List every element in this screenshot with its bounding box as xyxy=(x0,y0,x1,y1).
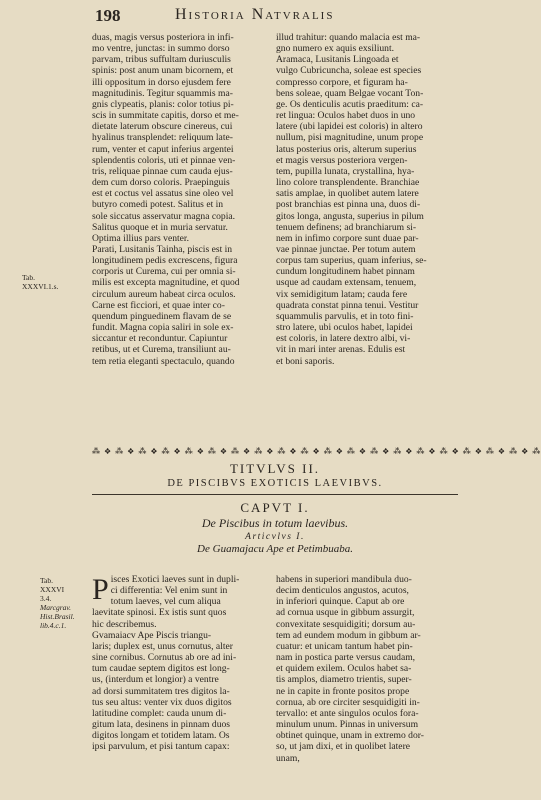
text-line: ipsi parvulum, et pisi tantum capax: xyxy=(92,741,230,753)
text-line: vit in mari inter arenas. Edulis est xyxy=(276,344,406,356)
text-line: milis est excepta magnitudine, et quod xyxy=(92,277,240,289)
text-line: siccantur et reconduntur. Capiuntur xyxy=(92,333,228,345)
articulus-heading: Articvlvs I. xyxy=(245,532,305,542)
text-line: rum, venter et caput inferius argentei xyxy=(92,143,234,155)
text-line: Carne est ficciori, et quae inter co- xyxy=(92,299,225,311)
text-line: tum caudae septem digitos est long- xyxy=(92,663,230,675)
margin-note-bottom xyxy=(40,576,75,630)
text-line: longitudinem pedis excrescens, figura xyxy=(92,255,238,267)
text-line: Gvamaiacv Ape Piscis triangu- xyxy=(92,629,212,641)
page-number: 198 xyxy=(95,6,121,25)
text-line: retibus, ut et Curema, transiliunt au- xyxy=(92,344,231,356)
text-line: habens in superiori mandibula duo- xyxy=(276,574,412,585)
text-line: corpus tam superius, quam inferius, se- xyxy=(276,255,427,267)
text-line: stro latere, ubi oculos habet, lapidei xyxy=(276,322,413,334)
text-line: Parati, Lusitanis Tainha, piscis est in xyxy=(92,243,233,255)
text-line: latere (ubi lapidei est coloris) in altero xyxy=(276,121,423,133)
text-line: tis amplos, diametro trientis, super- xyxy=(276,674,412,686)
text-line: et quidem exilem. Oculos habet sa- xyxy=(276,663,412,675)
text-line: duas, magis versus posteriora in infi- xyxy=(92,32,234,43)
text-line: vix semidigitum latam; cauda fere xyxy=(276,288,408,300)
text-line: digitos longam et totidem latam. Os xyxy=(92,730,230,742)
chapter-title: De Piscibus in totum laevibus. xyxy=(201,516,349,530)
text-line: illud trahitur: quando malacia est ma- xyxy=(276,32,421,43)
text-line: tus seu altus: venter vix duos digitos xyxy=(92,696,232,708)
text-line: tem, pupilla lunata, crystallina, hya- xyxy=(276,165,415,177)
text-line: laris; duplex est, unus cornutus, alter xyxy=(92,640,233,652)
text-line: nem in infimo corpore sunt duae par- xyxy=(276,232,419,244)
text-line: convexitate sesquidigiti; dorsum au- xyxy=(276,618,416,630)
text-line: vae pinnae junctae. Per totum autem xyxy=(276,243,416,255)
margin-note-line: lib.4.c.1. xyxy=(40,621,67,630)
text-line: ret lingua: Oculos habet duos in uno xyxy=(276,110,416,122)
text-line: nullum, pisi magnitudine, unum prope xyxy=(276,132,424,144)
text-line: est coloris, in latere dextro albi, vi- xyxy=(276,333,411,345)
text-line: tenuem definens; ad branchiarum si- xyxy=(276,221,417,233)
text-line: nam in postica parte versus caudam, xyxy=(276,652,416,664)
text-line: splendentis coloris, uti et pinnae ven- xyxy=(92,154,236,166)
text-line: sole siccatus asservatur magna copia. xyxy=(92,210,236,222)
text-line: usque ad caudam extensam, tenuem, xyxy=(276,277,417,289)
text-line: dem cum dorso coloris. Praepinguis xyxy=(92,177,230,189)
text-line: magnitudinis. Tegitur squammis ma- xyxy=(92,87,233,99)
titulus-heading: TITVLVS II. xyxy=(229,461,321,476)
margin-note-line: Tab. xyxy=(40,576,54,585)
text-line: unam, xyxy=(276,752,300,764)
right-column-bottom xyxy=(276,574,458,764)
text-line: bens soleae, quam Belgae vocant Ton- xyxy=(276,87,424,99)
text-line: so, ut jam dixi, et in quolibet latere xyxy=(276,741,411,753)
intro-paragraph xyxy=(92,574,260,630)
text-line: tem retia eleganti spectaculo, quando xyxy=(92,355,235,367)
margin-note-line: Hist.Brasil. xyxy=(40,612,75,621)
text-line: totum laeves, vel cum aliqua xyxy=(110,596,221,608)
section-title: DE PISCIBVS EXOTICIS LAEVIBVS. xyxy=(167,478,383,489)
text-line: obtinet quinque, unam in extremo dor- xyxy=(276,730,424,742)
margin-note-line: Marcgrav. xyxy=(40,603,72,612)
text-line: latitudine complet: cauda unum di- xyxy=(92,707,227,719)
text-line: et magis versus posteriora vergen- xyxy=(276,154,408,166)
text-line: hyalinus transplendet: reliquum late- xyxy=(92,132,233,144)
ornamental-rule: ⁂ ❖ ⁂ ❖ ⁂ ❖ ⁂ ❖ ⁂ ❖ ⁂ ❖ ⁂ ❖ ⁂ ❖ ⁂ ❖ ⁂ ❖ ⁂ ❖ ⁂ ❖ ⁂ ❖ ⁂ ❖ ⁂ ❖ ⁂ ❖ ⁂ ❖ ⁂ ❖ ⁂ ❖ ⁂ xyxy=(92,447,541,456)
text-line: ne in capite in fronte positos prope xyxy=(276,685,410,697)
text-line: dietate laterum obscure cinereus, cui xyxy=(92,121,233,133)
text-line: us, (interdum et longior) a ventre xyxy=(92,674,219,686)
running-title: Historia Natvralis xyxy=(175,6,335,23)
text-line: cundum longitudinem habet pinnam xyxy=(276,266,415,278)
right-column-top xyxy=(276,32,458,367)
text-line: gitos longa, angusta, superius in pilum xyxy=(276,210,424,222)
text-line: fundit. Magna copia saliri in sole ex- xyxy=(92,322,234,334)
text-line: ad dorsi summitatem tres digitos la- xyxy=(92,685,230,697)
margin-note-line: XXXVI.1.s. xyxy=(22,282,59,291)
text-line: gnis clypeatis, planis: color totius pi- xyxy=(92,98,234,110)
left-column-top xyxy=(92,32,260,367)
text-line: illi oppositum in dorso ejusdem fere xyxy=(92,76,231,88)
text-line: gno numero ex aquis exsiliunt. xyxy=(276,43,395,55)
article-title: De Guamajacu Ape et Petimbuaba. xyxy=(197,543,353,555)
text-line: scis in summitate capitis, dorso et me- xyxy=(92,110,239,122)
page-header xyxy=(95,6,455,28)
text-line: spinis: post anum unam bicornem, et xyxy=(92,65,234,77)
text-line: isces Exotici laeves sunt in dupli- xyxy=(110,574,240,585)
caput-heading: CAPVT I. xyxy=(240,500,310,515)
text-line: et boni saporis. xyxy=(276,355,335,367)
text-line: tervallo: et ante singulos oculos fora- xyxy=(276,707,419,719)
text-line: circulum aureum habeat circa oculos. xyxy=(92,288,236,300)
text-line: ci differentia: Vel enim sunt in xyxy=(110,585,228,597)
text-line: quadrata constat pinna tenui. Vestitur xyxy=(276,299,419,311)
text-line: sine cornibus. Cornutus ab ore ad ini- xyxy=(92,652,237,664)
text-line: corporis ut Curema, cui per omnia si- xyxy=(92,266,236,278)
text-line: gitum lata, desinens in pinnam duos xyxy=(92,719,231,731)
text-line: ge. Os denticulis acutis praeditum: ca- xyxy=(276,98,424,110)
margin-note-line: 3.4. xyxy=(40,594,52,603)
text-line: parvam, tribus suffultam duriusculis xyxy=(92,54,231,66)
text-line: latus posterius oris, alterum superius xyxy=(276,143,417,155)
margin-note-line: Tab. xyxy=(22,273,36,282)
text-line: butyro comedi potest. Salitus et in xyxy=(92,199,224,211)
text-line: Aramaca, Lusitanis Lingoada et xyxy=(276,54,399,66)
text-line: decim denticulos angustos, acutos, xyxy=(276,585,409,597)
divider xyxy=(92,494,458,495)
text-line: ad cornua usque in gibbum assurgit, xyxy=(276,607,415,619)
text-line: post branchias est pinna una, duos di- xyxy=(276,199,421,211)
left-column-bottom xyxy=(92,574,260,753)
text-line: cornua, ab ore circiter sesquidigiti in- xyxy=(276,696,420,708)
text-line: tris, reliquae pinnae cum cauda ejus- xyxy=(92,165,233,177)
text-line: satis amplae, in quolibet autem latere xyxy=(276,188,419,200)
margin-note-line: XXXVI xyxy=(40,585,65,594)
drop-cap: P xyxy=(92,573,109,606)
text-line: Optima illius pars venter. xyxy=(92,232,189,244)
text-line: squammulis parvulis, et in toto fini- xyxy=(276,310,414,322)
text-line: laevitate spinosi. Ex istis sunt quos xyxy=(92,607,227,619)
text-line: in inferiori quinque. Caput ab ore xyxy=(276,596,405,608)
text-line: tem ad eundem modum in gibbum ar- xyxy=(276,629,421,641)
text-line: mo ventre, junctas: in summo dorso xyxy=(92,43,230,55)
text-line: est et coctus vel assatus sine oleo vel xyxy=(92,188,234,200)
description-paragraph xyxy=(92,630,260,753)
text-line: Salitus quoque et in muria servatur. xyxy=(92,221,228,233)
text-line: compresso corpore, et figuram ha- xyxy=(276,76,408,88)
text-line: vulgo Cubricuncha, soleae est species xyxy=(276,65,422,77)
text-line: cuatur: et unicam tantum habet pin- xyxy=(276,640,413,652)
text-line: hic describemus. xyxy=(92,618,157,630)
text-line: minulum unum. Pinnas in universum xyxy=(276,719,419,731)
margin-note-top xyxy=(22,273,58,291)
text-line: lino colore transplendente. Branchiae xyxy=(276,177,420,189)
text-line: quendum pinguedinem flavam de se xyxy=(92,310,232,322)
